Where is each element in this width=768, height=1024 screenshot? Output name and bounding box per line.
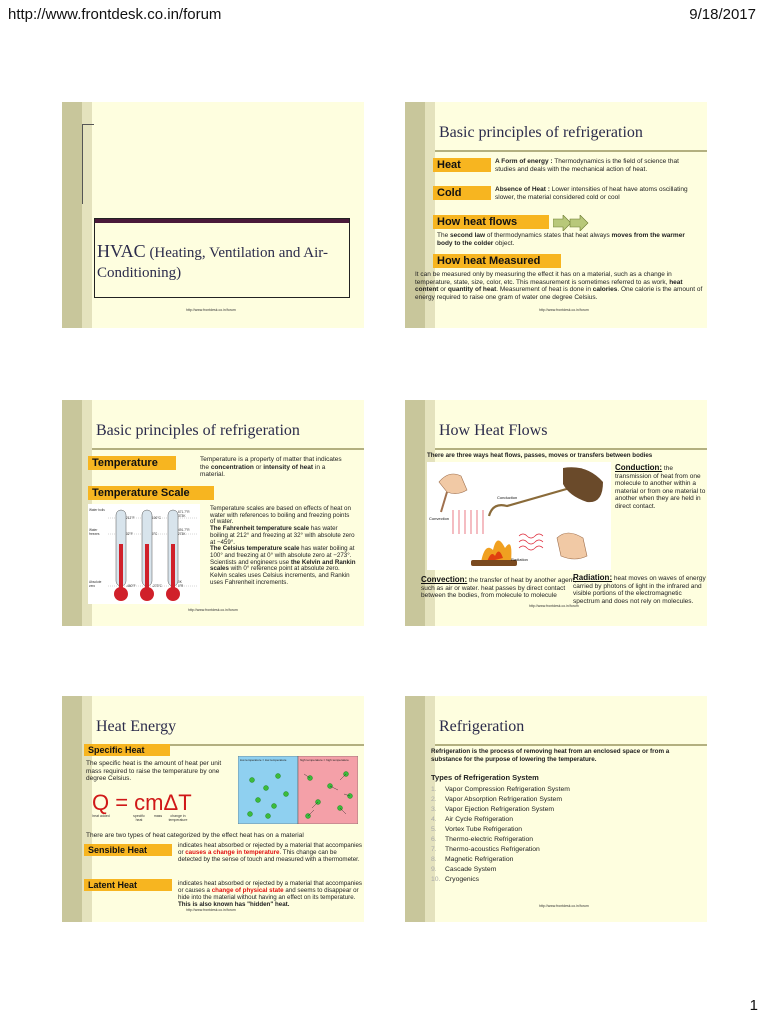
temperature-label: Temperature <box>88 456 176 470</box>
label-water-freezes: Water freezes <box>89 528 100 536</box>
list-item-text: Vortex Tube Refrigeration <box>445 826 523 833</box>
slide-title: Refrigeration <box>439 718 525 735</box>
convection-desc: the transfer of heat by another agent, such as air or water. heat passes by direct contact between the bodies, from molecule to molecule <box>421 577 577 599</box>
measured-b2: quantity of heat <box>447 286 497 293</box>
flows-label: How heat flows <box>433 215 549 229</box>
list-item <box>431 875 691 885</box>
cold-term: Absence of Heat : <box>495 186 550 193</box>
list-item-text: Thermo-acoustics Refrigeration <box>445 846 540 853</box>
flows-pre: The <box>437 232 451 239</box>
slide-title <box>97 241 349 283</box>
conduction-desc: the transmission of heat from one molecule to another within a material or from one material to another when they are held in direct contact. <box>615 465 706 510</box>
kelvin-b: the Kelvin and Rankin scales <box>210 558 356 573</box>
slide-sidebar <box>62 102 82 328</box>
list-item <box>431 785 691 795</box>
radiation-caption: Radiation <box>511 557 528 562</box>
list-item-number: 8. <box>431 856 437 863</box>
measured-b3: calories <box>592 286 618 293</box>
label-r-boil: 671.7°R <box>178 510 190 514</box>
heat-flows-intro: There are three ways heat flows, passes, moves or transfers between bodies <box>427 452 653 459</box>
slide-title: Basic principles of refrigeration <box>96 422 300 439</box>
list-item-number: 6. <box>431 836 437 843</box>
kelvin-a: Scientists and engineers use <box>210 558 291 566</box>
flows-post: object. <box>493 239 515 247</box>
temp-a: Temperature is a property of matter that indicates the <box>200 456 342 471</box>
temp-or: or <box>253 463 264 471</box>
label-c-zero: -273°C <box>152 584 162 588</box>
slide-title: Basic principles of refrigeration <box>439 124 643 141</box>
latent-c: This is also known has "hidden" heat. <box>178 901 290 908</box>
convection-text <box>421 576 583 600</box>
list-item-text: Cryogenics <box>445 876 479 883</box>
list-item-text: Vapor Compression Refrigeration System <box>445 786 570 793</box>
list-item <box>431 865 691 875</box>
temp-b1: concentration <box>210 463 254 471</box>
heat-term: A Form of energy : <box>495 158 553 165</box>
formula-labels <box>92 814 222 826</box>
conduction-caption: Conduction <box>497 495 518 500</box>
page-url: http://www.frontdesk.co.in/forum <box>8 6 222 23</box>
refrigeration-intro: Refrigeration is the process of removing heat from an enclosed space or from a substance for the purpose of lowering the temperature. <box>431 748 670 763</box>
list-item-text: Magnetic Refrigeration <box>445 856 514 863</box>
label-c-freeze: 0°C <box>152 532 158 536</box>
temperature-scale-label: Temperature Scale <box>88 486 214 500</box>
formula-specific-heat: specific heat <box>133 814 145 822</box>
radiation-desc: heat moves on waves of energy carried by photons of light in the infrared and visible portions of the electromagnetic spectrum and does not rely on molecules. <box>573 575 706 605</box>
radiation-label: Radiation: <box>573 573 613 582</box>
measured-c: . Measurement of heat is done in <box>496 286 593 293</box>
measured-a: It can be measured only by measuring the effect it has on a material, such as a change in temperature, state, size, color, etc. This measurement is sometimes referred to as work, <box>415 271 672 286</box>
list-item <box>431 795 691 805</box>
two-types-text: There are two types of heat categorized by the effect heat has on a material <box>86 832 304 839</box>
label-k-zero: 0K <box>178 580 182 584</box>
slide-sidebar-inner <box>82 102 92 328</box>
sensible-b: . This change can be detected by the sense of touch and measured with a thermometer. <box>178 849 360 863</box>
slide-url: http://www.frontdesk.co.in/forum <box>529 604 579 608</box>
scale-p1: Temperature scales are based on effects of heat on water with references to boiling and freezing points of water. <box>210 505 351 526</box>
sensible-red: causes a change in temperature <box>185 849 280 856</box>
list-item-text: Air Cycle Refrigeration <box>445 816 513 823</box>
slide-url: http://www.frontdesk.co.in/forum <box>186 908 236 912</box>
measured-d: . One calorie is the amount of energy required to raise one gram of water one degree Celsius. <box>415 286 703 301</box>
slide-title: How Heat Flows <box>439 422 548 439</box>
flows-text <box>437 232 699 247</box>
specific-heat-text: The specific heat is the amount of heat per unit mass required to raise the temperature by one degree Celsius. <box>86 760 222 782</box>
label-f-freeze: 32°F <box>126 532 133 536</box>
thermometer-labels <box>88 504 200 604</box>
sensible-heat-text <box>178 842 362 863</box>
slide-url: http://www.frontdesk.co.in/forum <box>186 308 236 312</box>
types-heading: Types of Refrigeration System <box>431 773 539 782</box>
formula-heat-added: heat added <box>92 814 110 818</box>
flows-b1: second law <box>450 232 486 239</box>
list-item-text: Thermo-electric Refrigeration <box>445 836 534 843</box>
list-item-text: Cascade System <box>445 866 497 873</box>
list-item <box>431 855 691 865</box>
title-rule <box>435 448 707 450</box>
title-rule <box>92 448 364 450</box>
fahrenheit-text: has water boiling at 212° and freezing at 32° with absolute zero at −459°. <box>210 525 355 546</box>
heat-label: Heat <box>433 158 491 172</box>
list-item <box>431 835 691 845</box>
molecule-temperature-diagram <box>238 756 358 824</box>
label-c-boil: 100°C <box>152 516 161 520</box>
title-rest: (Heating, Ventilation and Air-Conditioning) <box>97 245 328 281</box>
slide-6 <box>405 696 707 922</box>
heat-formula: Q = cmΔT <box>92 790 192 815</box>
title-box <box>94 218 350 298</box>
measured-or: or <box>438 286 448 293</box>
list-item-number: 1. <box>431 786 437 793</box>
high-temp-caption: high temperature = high temperature <box>300 758 349 762</box>
label-k-freeze: 273K <box>178 532 186 536</box>
title-box-bar <box>95 219 349 223</box>
cold-label: Cold <box>433 186 491 200</box>
latent-a: indicates heat absorbed or rejected by a material that accompanies or causes a <box>178 880 363 894</box>
label-r-freeze: 491.7°R <box>178 528 190 532</box>
label-water-boils: Water boils <box>89 508 105 512</box>
conduction-label: Conduction: <box>615 463 663 472</box>
title-rule <box>435 744 707 746</box>
kelvin-c: with 0° reference point at absolute zero. Kelvin scales uses Celsius increments, and Rankin uses Fahrenheit increments. <box>210 565 350 586</box>
specific-heat-label: Specific Heat <box>84 744 170 756</box>
temp-b2: intensity of heat <box>263 463 314 471</box>
flows-b2: moves from the warmer body to the colder <box>437 232 685 247</box>
cold-desc: Lower intensities of heat have atoms oscillating slower, the material considered cold or cool <box>495 186 688 201</box>
slide-sidebar <box>62 696 82 922</box>
slide-url: http://www.frontdesk.co.in/forum <box>539 904 589 908</box>
low-temp-caption: low temperature = low temperature <box>240 758 287 762</box>
measured-text <box>415 271 703 301</box>
temperature-text <box>200 456 352 479</box>
latent-red: change of physical state <box>211 887 284 894</box>
sensible-a: indicates heat absorbed or rejected by a material that accompanies or <box>178 842 363 856</box>
latent-heat-label: Latent Heat <box>84 879 172 891</box>
conduction-text <box>615 464 707 510</box>
label-f-boil: 212°F <box>126 516 135 520</box>
slide-4 <box>405 400 707 626</box>
measured-label: How heat Measured <box>433 254 561 268</box>
label-k-boil: 373K <box>178 514 186 518</box>
label-f-zero: -460°F <box>126 584 136 588</box>
list-item <box>431 825 691 835</box>
slide-5 <box>62 696 364 922</box>
radiation-text <box>573 574 707 605</box>
slide-3 <box>62 400 364 626</box>
measured-b1: heat content <box>415 278 683 293</box>
fahrenheit-heading: The Fahrenheit temperature scale <box>210 525 310 533</box>
celsius-text: has water boiling at 100° and freezing at 0° with absolute zero at −273°. <box>210 545 355 559</box>
latent-b: and seems to disappear or hide into the material without having an effect on its temperature. <box>178 887 359 901</box>
list-item-number: 4. <box>431 816 437 823</box>
list-item-number: 10. <box>431 876 441 883</box>
page-number: 1 <box>749 997 758 1014</box>
temperature-scale-text <box>210 506 356 586</box>
slide-title: Heat Energy <box>96 718 177 735</box>
list-item-number: 2. <box>431 796 437 803</box>
temp-c: in a material. <box>200 463 326 478</box>
list-item-number: 5. <box>431 826 437 833</box>
convection-label: Convection: <box>421 575 468 584</box>
list-item <box>431 805 691 815</box>
list-item-number: 9. <box>431 866 437 873</box>
heat-desc: Thermodynamics is the field of science that studies and deals with the mechanical action of heat. <box>495 158 679 173</box>
slide-2 <box>405 102 707 328</box>
list-item-number: 7. <box>431 846 437 853</box>
label-absolute-zero: Absolute zero <box>89 580 102 588</box>
types-list <box>431 785 691 885</box>
label-r-zero: 0°R <box>178 584 184 588</box>
list-item-text: Vapor Ejection Refrigeration System <box>445 806 555 813</box>
slide-url: http://www.frontdesk.co.in/forum <box>539 308 589 312</box>
celsius-heading: The Celsius temperature scale <box>210 545 300 553</box>
page-date: 9/18/2017 <box>689 6 756 23</box>
list-item-number: 3. <box>431 806 437 813</box>
slide-divider-cap <box>82 124 94 125</box>
sensible-heat-label: Sensible Heat <box>84 844 172 856</box>
heat-transfer-illustration <box>427 462 611 570</box>
list-item-text: Vapor Absorption Refrigeration System <box>445 796 562 803</box>
double-arrow-icon <box>553 215 589 231</box>
cold-text <box>495 186 695 201</box>
slide-sidebar <box>405 696 425 922</box>
slide-sidebar <box>62 400 82 626</box>
heat-text <box>495 158 695 173</box>
title-main: HVAC <box>97 241 146 261</box>
latent-heat-text <box>178 880 362 908</box>
slide-url: http://www.frontdesk.co.in/forum <box>188 608 238 612</box>
list-item <box>431 845 691 855</box>
formula-mass: mass <box>153 814 163 818</box>
convection-caption: Convection <box>429 516 450 521</box>
list-item <box>431 815 691 825</box>
formula-change-temp: change in temperature <box>168 814 188 822</box>
slide-divider <box>82 124 83 204</box>
flows-mid: of thermodynamics states that heat always <box>485 232 612 239</box>
slide-1 <box>62 102 364 328</box>
title-rule <box>435 150 707 152</box>
